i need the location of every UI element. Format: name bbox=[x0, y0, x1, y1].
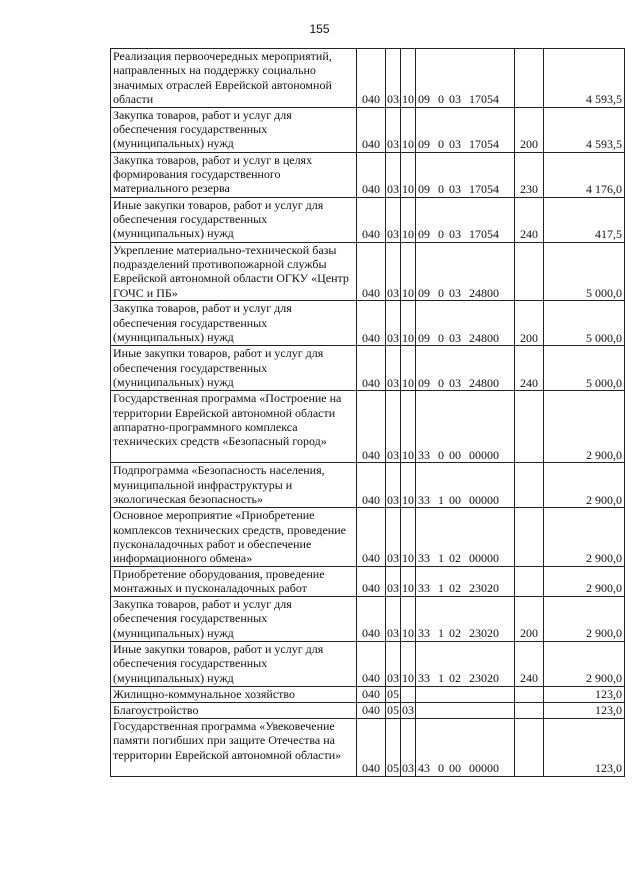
row-section-code: 05 bbox=[387, 687, 399, 702]
csr-direction: 00000 bbox=[469, 492, 499, 507]
row-expense-type-code: 230 bbox=[515, 152, 544, 197]
row-target-article-code bbox=[416, 463, 515, 508]
csr-activity: 03 bbox=[449, 285, 461, 300]
csr-direction: 24800 bbox=[469, 375, 499, 390]
row-glava-code: 040 bbox=[357, 107, 386, 152]
row-name: Благоустройство bbox=[111, 702, 357, 718]
row-subsection-code: 10 bbox=[401, 641, 416, 686]
row-name: Иные закупки товаров, работ и услуг для обеспечения государственных (муниципальных) нужд bbox=[111, 641, 357, 686]
table-row bbox=[111, 508, 625, 567]
table-row bbox=[111, 107, 625, 152]
row-name: Подпрограмма «Безопасность населения, муниципальной инфраструктуры и экологическая безопасность» bbox=[111, 463, 357, 508]
csr-subprogram: 1 bbox=[438, 492, 444, 507]
row-subsection-code: 10 bbox=[401, 391, 416, 463]
table-row bbox=[111, 49, 625, 108]
row-section-code: 03 bbox=[386, 152, 401, 197]
row-glava-code: 040 bbox=[357, 197, 386, 242]
row-target-article-code bbox=[416, 242, 515, 301]
row-target-article-code bbox=[416, 596, 515, 641]
csr-subprogram: 0 bbox=[438, 330, 444, 345]
row-glava-code: 040 bbox=[357, 718, 386, 776]
row-section-code: 05 bbox=[386, 718, 401, 776]
row-subsection-code bbox=[401, 686, 416, 702]
row-name: Закупка товаров, работ и услуг для обеспечения государственных (муниципальных) нужд bbox=[111, 596, 357, 641]
row-target-article-code bbox=[416, 152, 515, 197]
row-amount: 123,0 bbox=[544, 702, 625, 718]
csr-direction: 24800 bbox=[469, 330, 499, 345]
csr-direction: 24800 bbox=[469, 285, 499, 300]
row-amount: 4 176,0 bbox=[544, 152, 625, 197]
row-expense-type-code: 200 bbox=[515, 107, 544, 152]
table-row bbox=[111, 242, 625, 301]
row-glava-code: 040 bbox=[357, 49, 386, 108]
csr-subprogram: 0 bbox=[438, 92, 444, 107]
row-glava-code: 040 bbox=[357, 508, 386, 567]
row-amount: 2 900,0 bbox=[544, 391, 625, 463]
row-subsection-code: 10 bbox=[401, 596, 416, 641]
csr-subprogram: 0 bbox=[438, 375, 444, 390]
row-target-article-code bbox=[416, 391, 515, 463]
row-subsection-code: 10 bbox=[401, 49, 416, 108]
row-subsection-code: 10 bbox=[401, 346, 416, 391]
csr-activity: 00 bbox=[449, 761, 461, 776]
page-number: 155 bbox=[309, 22, 330, 36]
csr-subprogram: 1 bbox=[438, 581, 444, 596]
row-glava-code: 040 bbox=[357, 391, 386, 463]
row-subsection-code: 10 bbox=[401, 152, 416, 197]
row-section-code: 03 bbox=[386, 301, 401, 346]
csr-activity: 03 bbox=[449, 182, 461, 197]
row-name: Иные закупки товаров, работ и услуг для обеспечения государственных (муниципальных) нужд bbox=[111, 197, 357, 242]
row-amount: 2 900,0 bbox=[544, 596, 625, 641]
row-glava-code: 040 bbox=[357, 641, 386, 686]
table-row bbox=[111, 702, 625, 718]
row-subsection-code: 10 bbox=[401, 508, 416, 567]
csr-program: 33 bbox=[418, 551, 430, 566]
csr-activity: 00 bbox=[449, 447, 461, 462]
csr-program: 43 bbox=[418, 761, 430, 776]
row-expense-type-code bbox=[515, 702, 544, 718]
row-glava-code: 040 bbox=[357, 596, 386, 641]
row-name: Иные закупки товаров, работ и услуг для обеспечения государственных (муниципальных) нужд bbox=[111, 346, 357, 391]
csr-direction: 17054 bbox=[469, 182, 499, 197]
csr-subprogram: 0 bbox=[438, 227, 444, 242]
row-subsection-code: 03 bbox=[402, 703, 414, 718]
row-section-code: 03 bbox=[386, 566, 401, 596]
row-section-code: 03 bbox=[386, 391, 401, 463]
row-amount: 2 900,0 bbox=[544, 641, 625, 686]
row-section-code: 03 bbox=[386, 107, 401, 152]
row-expense-type-code bbox=[515, 391, 544, 463]
row-name: Государственная программа «Построение на территории Еврейской автономной области аппаратно-программного комплекса технических средств «Безопасный город» bbox=[111, 391, 357, 463]
csr-direction: 00000 bbox=[469, 447, 499, 462]
budget-table bbox=[110, 48, 625, 777]
csr-program: 09 bbox=[418, 182, 430, 197]
row-amount: 4 593,5 bbox=[544, 107, 625, 152]
row-target-article-code bbox=[416, 508, 515, 567]
row-subsection-code: 03 bbox=[401, 718, 416, 776]
row-expense-type-code: 240 bbox=[515, 346, 544, 391]
row-expense-type-code bbox=[515, 566, 544, 596]
csr-program: 33 bbox=[418, 671, 430, 686]
row-glava-code: 040 bbox=[357, 301, 386, 346]
row-section-code: 03 bbox=[386, 49, 401, 108]
row-name: Закупка товаров, работ и услуг в целях формирования государственного материального резерва bbox=[111, 152, 357, 197]
row-section-code: 03 bbox=[386, 596, 401, 641]
csr-direction: 23020 bbox=[469, 626, 499, 641]
table-row bbox=[111, 152, 625, 197]
csr-program: 09 bbox=[418, 375, 430, 390]
row-target-article-code bbox=[416, 107, 515, 152]
row-name: Жилищно-коммунальное хозяйство bbox=[111, 686, 357, 702]
csr-subprogram: 1 bbox=[438, 551, 444, 566]
row-glava-code: 040 bbox=[357, 242, 386, 301]
csr-subprogram: 1 bbox=[438, 671, 444, 686]
row-expense-type-code bbox=[515, 49, 544, 108]
csr-activity: 03 bbox=[449, 92, 461, 107]
table-row bbox=[111, 641, 625, 686]
row-target-article-code bbox=[416, 301, 515, 346]
csr-subprogram: 0 bbox=[438, 761, 444, 776]
row-subsection-code: 10 bbox=[401, 107, 416, 152]
row-subsection-code: 10 bbox=[401, 242, 416, 301]
row-amount: 123,0 bbox=[544, 718, 625, 776]
row-expense-type-code bbox=[515, 718, 544, 776]
row-amount: 417,5 bbox=[544, 197, 625, 242]
row-subsection-code: 10 bbox=[401, 566, 416, 596]
row-expense-type-code: 240 bbox=[515, 197, 544, 242]
row-section-code: 03 bbox=[386, 641, 401, 686]
row-target-article-code bbox=[416, 566, 515, 596]
row-amount: 2 900,0 bbox=[544, 463, 625, 508]
table-row bbox=[111, 301, 625, 346]
row-name: Закупка товаров, работ и услуг для обеспечения государственных (муниципальных) нужд bbox=[111, 107, 357, 152]
row-amount: 5 000,0 bbox=[544, 301, 625, 346]
csr-activity: 02 bbox=[449, 626, 461, 641]
csr-direction: 23020 bbox=[469, 671, 499, 686]
csr-activity: 00 bbox=[449, 492, 461, 507]
row-section-code: 03 bbox=[386, 463, 401, 508]
row-target-article-code bbox=[416, 49, 515, 108]
table-row bbox=[111, 391, 625, 463]
row-amount: 5 000,0 bbox=[544, 242, 625, 301]
row-amount: 4 593,5 bbox=[544, 49, 625, 108]
row-target-article-code bbox=[416, 718, 515, 776]
csr-direction: 23020 bbox=[469, 581, 499, 596]
row-subsection-code: 10 bbox=[401, 197, 416, 242]
table-row bbox=[111, 686, 625, 702]
row-section-code: 03 bbox=[386, 346, 401, 391]
csr-program: 09 bbox=[418, 92, 430, 107]
row-subsection-code: 10 bbox=[401, 463, 416, 508]
csr-program: 09 bbox=[418, 330, 430, 345]
row-section-code: 05 bbox=[387, 703, 399, 718]
row-glava-code: 040 bbox=[357, 686, 386, 702]
csr-activity: 02 bbox=[449, 671, 461, 686]
table-row bbox=[111, 596, 625, 641]
row-amount: 123,0 bbox=[544, 686, 625, 702]
row-expense-type-code: 240 bbox=[515, 641, 544, 686]
csr-activity: 02 bbox=[449, 581, 461, 596]
row-glava-code: 040 bbox=[357, 566, 386, 596]
row-name: Государственная программа «Увековечение памяти погибших при защите Отечества на территории Еврейской автономной области» bbox=[111, 718, 357, 776]
row-expense-type-code bbox=[515, 508, 544, 567]
row-name: Закупка товаров, работ и услуг для обеспечения государственных (муниципальных) нужд bbox=[111, 301, 357, 346]
row-glava-code: 040 bbox=[357, 463, 386, 508]
csr-program: 33 bbox=[418, 581, 430, 596]
csr-subprogram: 0 bbox=[438, 182, 444, 197]
row-target-article-code bbox=[416, 686, 515, 702]
row-expense-type-code bbox=[515, 463, 544, 508]
row-amount: 5 000,0 bbox=[544, 346, 625, 391]
csr-direction: 17054 bbox=[469, 227, 499, 242]
row-name: Укрепление материально-технической базы подразделений противопожарной службы Еврейской автономной области ОГКУ «Центр ГОЧС и ПБ» bbox=[111, 242, 357, 301]
csr-activity: 03 bbox=[449, 137, 461, 152]
row-expense-type-code: 200 bbox=[515, 596, 544, 641]
table-row bbox=[111, 197, 625, 242]
row-expense-type-code bbox=[515, 686, 544, 702]
csr-program: 09 bbox=[418, 285, 430, 300]
table-row bbox=[111, 346, 625, 391]
csr-activity: 03 bbox=[449, 330, 461, 345]
csr-subprogram: 0 bbox=[438, 285, 444, 300]
row-section-code: 03 bbox=[386, 242, 401, 301]
row-target-article-code bbox=[416, 702, 515, 718]
row-glava-code: 040 bbox=[357, 152, 386, 197]
row-name: Приобретение оборудования, проведение монтажных и пусконаладочных работ bbox=[111, 566, 357, 596]
csr-subprogram: 0 bbox=[438, 447, 444, 462]
table-row bbox=[111, 463, 625, 508]
row-amount: 2 900,0 bbox=[544, 508, 625, 567]
row-subsection-code: 10 bbox=[401, 301, 416, 346]
row-expense-type-code: 200 bbox=[515, 301, 544, 346]
csr-direction: 00000 bbox=[469, 551, 499, 566]
table-row bbox=[111, 566, 625, 596]
row-target-article-code bbox=[416, 346, 515, 391]
csr-program: 09 bbox=[418, 227, 430, 242]
row-name: Реализация первоочередных мероприятий, направленных на поддержку социально значимых отраслей Еврейской автономной области bbox=[111, 49, 357, 108]
table-row bbox=[111, 718, 625, 776]
row-amount: 2 900,0 bbox=[544, 566, 625, 596]
csr-program: 33 bbox=[418, 447, 430, 462]
row-name: Основное мероприятие «Приобретение комплексов технических средств, проведение пусконаладочных работ и обеспечение информационного обмена» bbox=[111, 508, 357, 567]
csr-program: 33 bbox=[418, 626, 430, 641]
row-target-article-code bbox=[416, 197, 515, 242]
csr-activity: 03 bbox=[449, 227, 461, 242]
csr-activity: 02 bbox=[449, 551, 461, 566]
row-glava-code: 040 bbox=[357, 702, 386, 718]
row-section-code: 03 bbox=[386, 197, 401, 242]
csr-subprogram: 0 bbox=[438, 137, 444, 152]
csr-direction: 17054 bbox=[469, 92, 499, 107]
row-expense-type-code bbox=[515, 242, 544, 301]
row-target-article-code bbox=[416, 641, 515, 686]
csr-activity: 03 bbox=[449, 375, 461, 390]
csr-program: 33 bbox=[418, 492, 430, 507]
csr-direction: 17054 bbox=[469, 137, 499, 152]
csr-subprogram: 1 bbox=[438, 626, 444, 641]
row-glava-code: 040 bbox=[357, 346, 386, 391]
row-section-code: 03 bbox=[386, 508, 401, 567]
csr-direction: 00000 bbox=[469, 761, 499, 776]
csr-program: 09 bbox=[418, 137, 430, 152]
